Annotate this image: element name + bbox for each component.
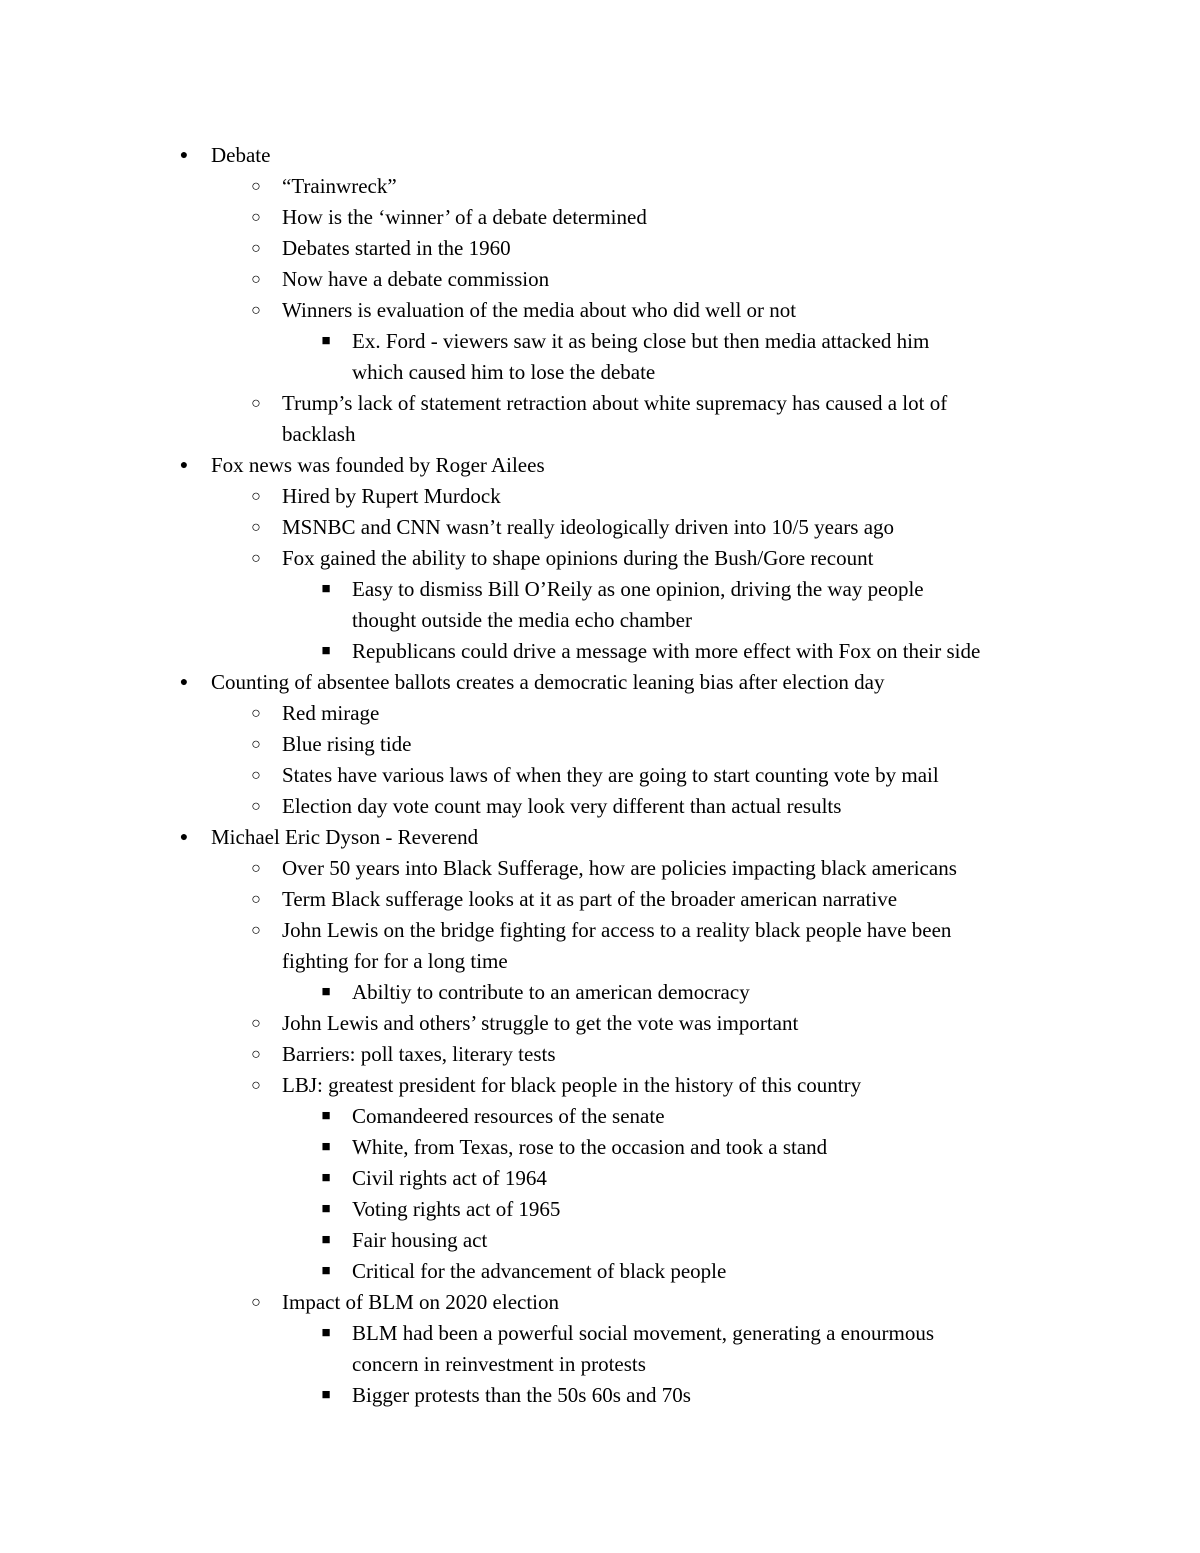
bullet-level2-icon: ○ <box>251 922 261 939</box>
list-item-text: Winners is evaluation of the media about who did well or not <box>282 298 797 322</box>
list-item-text: Red mirage <box>282 701 380 725</box>
list-item-text: John Lewis and others’ struggle to get the vote was important <box>282 1011 799 1035</box>
bullet-level2-icon: ○ <box>251 240 261 257</box>
list-item-text: Michael Eric Dyson - Reverend <box>211 825 479 849</box>
bullet-level1-icon: ● <box>179 148 189 163</box>
list-item-text: Abiltiy to contribute to an american democracy <box>352 980 750 1004</box>
list-item <box>0 1287 1200 1318</box>
list-item-text: Impact of BLM on 2020 election <box>282 1290 560 1314</box>
list-item-text: Hired by Rupert Murdock <box>282 484 501 508</box>
list-item-text: Voting rights act of 1965 <box>352 1197 561 1221</box>
list-item <box>0 1163 1200 1194</box>
list-item <box>0 977 1200 1008</box>
bullet-level3-icon: ■ <box>321 1108 331 1124</box>
list-item <box>0 884 1200 915</box>
list-item-text: Debate <box>211 143 271 167</box>
list-item <box>0 1132 1200 1163</box>
list-item <box>0 853 1200 884</box>
list-item <box>0 233 1200 264</box>
list-item <box>0 822 1200 853</box>
bullet-level3-icon: ■ <box>321 1263 331 1279</box>
list-item <box>0 636 1200 667</box>
list-item <box>0 1225 1200 1256</box>
bullet-level3-icon: ■ <box>321 333 331 349</box>
list-item <box>0 1318 1200 1349</box>
list-item-text: How is the ‘winner’ of a debate determined <box>282 205 647 229</box>
list-item-text: backlash <box>282 422 356 446</box>
list-item-text: White, from Texas, rose to the occasion and took a stand <box>352 1135 828 1159</box>
list-item <box>0 1039 1200 1070</box>
list-item <box>0 698 1200 729</box>
list-item-text: “Trainwreck” <box>282 174 397 198</box>
bullet-level2-icon: ○ <box>251 860 261 877</box>
bullet-level1-icon: ● <box>179 458 189 473</box>
list-item <box>0 171 1200 202</box>
list-item <box>0 667 1200 698</box>
list-item-text: Barriers: poll taxes, literary tests <box>282 1042 556 1066</box>
list-item-text: Election day vote count may look very different than actual results <box>282 794 842 818</box>
bullet-level2-icon: ○ <box>251 550 261 567</box>
list-item <box>0 1256 1200 1287</box>
bullet-level2-icon: ○ <box>251 736 261 753</box>
list-item-text: Fair housing act <box>352 1228 488 1252</box>
list-item-text: Term Black sufferage looks at it as part of the broader american narrative <box>282 887 898 911</box>
bullet-level3-icon: ■ <box>321 581 331 597</box>
list-item-continuation <box>0 419 1200 450</box>
bullet-level3-icon: ■ <box>321 1387 331 1403</box>
list-item-text: Over 50 years into Black Sufferage, how are policies impacting black americans <box>282 856 957 880</box>
list-item-continuation <box>0 605 1200 636</box>
bullet-level2-icon: ○ <box>251 767 261 784</box>
list-item-text: concern in reinvestment in protests <box>352 1352 646 1376</box>
bullet-level2-icon: ○ <box>251 891 261 908</box>
list-item-text: Counting of absentee ballots creates a democratic leaning bias after election day <box>211 670 885 694</box>
list-item-text: Fox gained the ability to shape opinions during the Bush/Gore recount <box>282 546 874 570</box>
list-item-text: Trump’s lack of statement retraction about white supremacy has caused a lot of <box>282 391 948 415</box>
bullet-level2-icon: ○ <box>251 178 261 195</box>
list-item-continuation <box>0 357 1200 388</box>
list-item-text: John Lewis on the bridge fighting for access to a reality black people have been <box>282 918 952 942</box>
list-item-text: Blue rising tide <box>282 732 412 756</box>
bullet-level1-icon: ● <box>179 830 189 845</box>
list-item-text: MSNBC and CNN wasn’t really ideologically driven into 10/5 years ago <box>282 515 895 539</box>
bullet-level2-icon: ○ <box>251 1077 261 1094</box>
bullet-level3-icon: ■ <box>321 1201 331 1217</box>
list-item-text: fighting for for a long time <box>282 949 508 973</box>
bullet-level2-icon: ○ <box>251 209 261 226</box>
bullet-level2-icon: ○ <box>251 488 261 505</box>
bullet-level2-icon: ○ <box>251 271 261 288</box>
list-item-text: Bigger protests than the 50s 60s and 70s <box>352 1383 691 1407</box>
bullet-level2-icon: ○ <box>251 705 261 722</box>
list-item <box>0 512 1200 543</box>
bullet-level3-icon: ■ <box>321 984 331 1000</box>
list-item-text: LBJ: greatest president for black people in the history of this country <box>282 1073 862 1097</box>
list-item-text: BLM had been a powerful social movement, generating a enourmous <box>352 1321 934 1345</box>
bullet-level3-icon: ■ <box>321 643 331 659</box>
list-item-text: Debates started in the 1960 <box>282 236 511 260</box>
list-item-text: Republicans could drive a message with more effect with Fox on their side <box>352 639 981 663</box>
list-item-text: Critical for the advancement of black people <box>352 1259 727 1283</box>
list-item-text: Ex. Ford - viewers saw it as being close but then media attacked him <box>352 329 930 353</box>
bullet-level3-icon: ■ <box>321 1325 331 1341</box>
list-item <box>0 1070 1200 1101</box>
notes-document <box>0 140 1200 1411</box>
list-item <box>0 791 1200 822</box>
bullet-level3-icon: ■ <box>321 1170 331 1186</box>
list-item-text: Easy to dismiss Bill O’Reily as one opinion, driving the way people <box>352 577 924 601</box>
bullet-level2-icon: ○ <box>251 1015 261 1032</box>
list-item-continuation <box>0 946 1200 977</box>
list-item <box>0 1101 1200 1132</box>
list-item <box>0 481 1200 512</box>
list-item-text: States have various laws of when they are going to start counting vote by mail <box>282 763 939 787</box>
list-item-text: Civil rights act of 1964 <box>352 1166 547 1190</box>
bullet-level3-icon: ■ <box>321 1232 331 1248</box>
bullet-level2-icon: ○ <box>251 1294 261 1311</box>
list-item <box>0 140 1200 171</box>
list-item <box>0 915 1200 946</box>
list-item <box>0 295 1200 326</box>
list-item <box>0 729 1200 760</box>
list-item <box>0 202 1200 233</box>
list-item <box>0 388 1200 419</box>
bullet-level2-icon: ○ <box>251 1046 261 1063</box>
list-item-text: Fox news was founded by Roger Ailees <box>211 453 545 477</box>
list-item <box>0 574 1200 605</box>
list-item-text: thought outside the media echo chamber <box>352 608 692 632</box>
bullet-level2-icon: ○ <box>251 519 261 536</box>
list-item-continuation <box>0 1349 1200 1380</box>
list-item <box>0 760 1200 791</box>
bullet-level2-icon: ○ <box>251 798 261 815</box>
list-item <box>0 1194 1200 1225</box>
list-item <box>0 264 1200 295</box>
list-item <box>0 450 1200 481</box>
bullet-level2-icon: ○ <box>251 302 261 319</box>
list-item-text: Comandeered resources of the senate <box>352 1104 665 1128</box>
bullet-level2-icon: ○ <box>251 395 261 412</box>
list-item <box>0 326 1200 357</box>
bullet-level3-icon: ■ <box>321 1139 331 1155</box>
list-item <box>0 1380 1200 1411</box>
bullet-level1-icon: ● <box>179 675 189 690</box>
list-item <box>0 1008 1200 1039</box>
list-item <box>0 543 1200 574</box>
list-item-text: Now have a debate commission <box>282 267 550 291</box>
list-item-text: which caused him to lose the debate <box>352 360 656 384</box>
